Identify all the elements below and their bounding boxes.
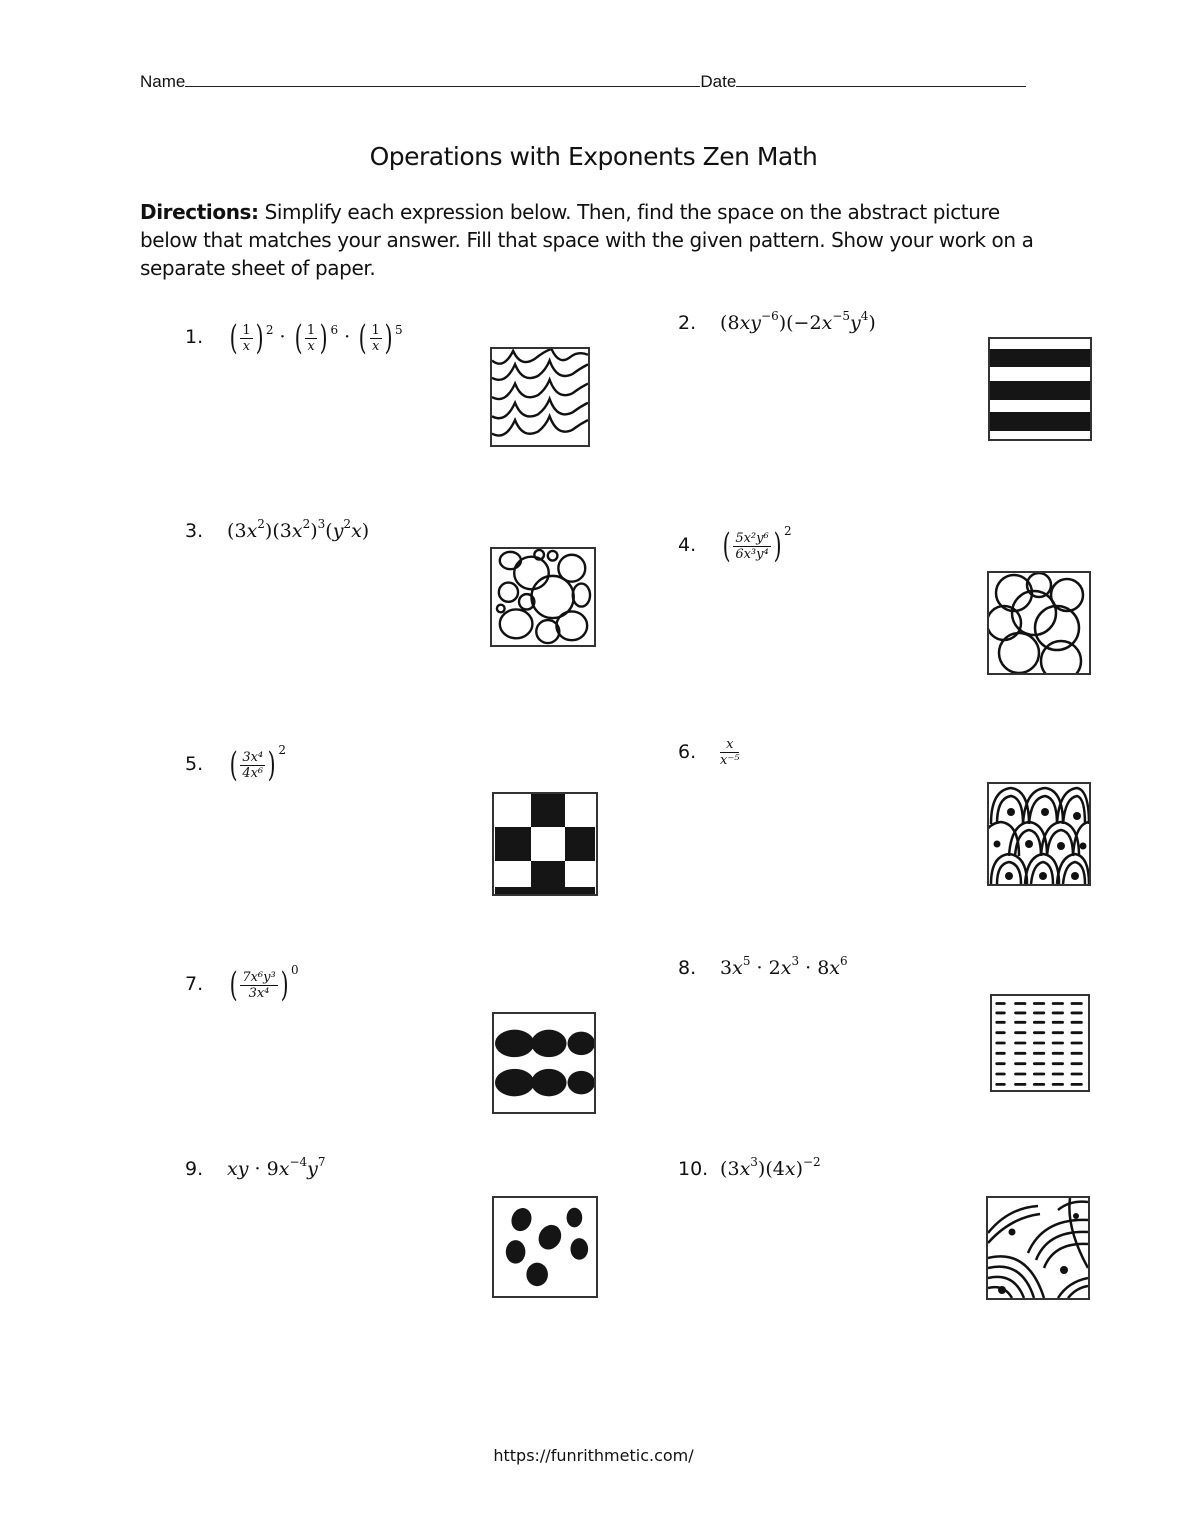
directions <box>140 198 1040 282</box>
expression: $\frac{x}{\text{x⁻⁵}}$ <box>720 737 740 768</box>
expression: $(3x^2)(3x^2)^3(y^2x)$ <box>227 517 370 542</box>
expression: $3x^5 \cdot 2x^3 \cdot 8x^6$ <box>720 954 848 979</box>
expression: ( $\frac{\text{7x⁶y³}}{\text{3x⁴}}$ ) $^0$ <box>229 963 299 1005</box>
problem-number: 2. <box>678 312 697 334</box>
expression: ( $\frac{1}{x}$ ) $^2$ · ( $\frac{1}{x}$ ) $^6$ · ( $\frac{1}{x}$ ) $^5$ <box>229 318 403 358</box>
problem-number: 3. <box>185 520 204 542</box>
problem-number: 6. <box>678 740 697 763</box>
problem-8 <box>678 954 848 979</box>
problem-number: 9. <box>185 1158 204 1180</box>
arches-with-dots-icon <box>987 782 1091 886</box>
problem-6 <box>678 737 739 768</box>
date-label: Date <box>700 72 737 91</box>
scallop-waves-icon <box>490 347 590 447</box>
directions-text: Simplify each expression below. Then, find the space on the abstract picture below that matches your answer. Fill that space with the given pattern. Show your work on a separate sheet of paper. <box>140 200 1034 280</box>
overlapping-circles-icon <box>987 571 1091 675</box>
problem-number: 1. <box>185 326 204 348</box>
expression: $(3x^3)(4x)^{-2}$ <box>720 1155 821 1180</box>
pebbles-icon <box>490 547 596 647</box>
problem-number: 10. <box>678 1158 709 1180</box>
expression: ( $\frac{\text{5x²y⁶}}{\text{6x³y⁴}}$ ) $^2$ <box>722 524 792 566</box>
footer-url[interactable]: https://funrithmetic.com/ <box>493 1446 694 1465</box>
problem-number: 4. <box>678 534 697 556</box>
problem-number: 7. <box>185 973 204 995</box>
page-title: Operations with Exponents Zen Math <box>369 142 818 171</box>
problem-2 <box>678 309 876 334</box>
date-field[interactable] <box>736 70 1026 87</box>
name-label: Name <box>140 72 186 91</box>
expression: $(8xy^{-6})(-2x^{-5}y^4)$ <box>720 309 876 334</box>
dashes-icon <box>990 994 1090 1092</box>
concentric-arcs-icon <box>986 1196 1090 1300</box>
problem-9 <box>185 1155 326 1180</box>
problem-10 <box>678 1155 821 1180</box>
directions-label: Directions: <box>140 200 259 224</box>
black-spots-icon <box>492 1196 598 1298</box>
problem-5 <box>185 745 286 785</box>
problem-number: 8. <box>678 957 697 979</box>
name-date-line <box>140 70 1026 92</box>
problem-3 <box>185 517 370 542</box>
checkerboard-icon <box>492 792 598 896</box>
problem-1 <box>185 318 403 358</box>
name-field[interactable] <box>185 70 700 87</box>
horizontal-stripes-icon <box>988 337 1092 441</box>
problem-7 <box>185 965 299 1005</box>
problem-number: 5. <box>185 753 204 775</box>
expression: ( $\frac{\text{3x⁴}}{\text{4x⁶}}$ ) $^2$ <box>229 743 287 785</box>
expression: xy · $9x^{-4}y^7$ <box>227 1155 326 1180</box>
problem-4 <box>678 526 792 566</box>
filled-ovals-chain-icon <box>492 1012 596 1114</box>
